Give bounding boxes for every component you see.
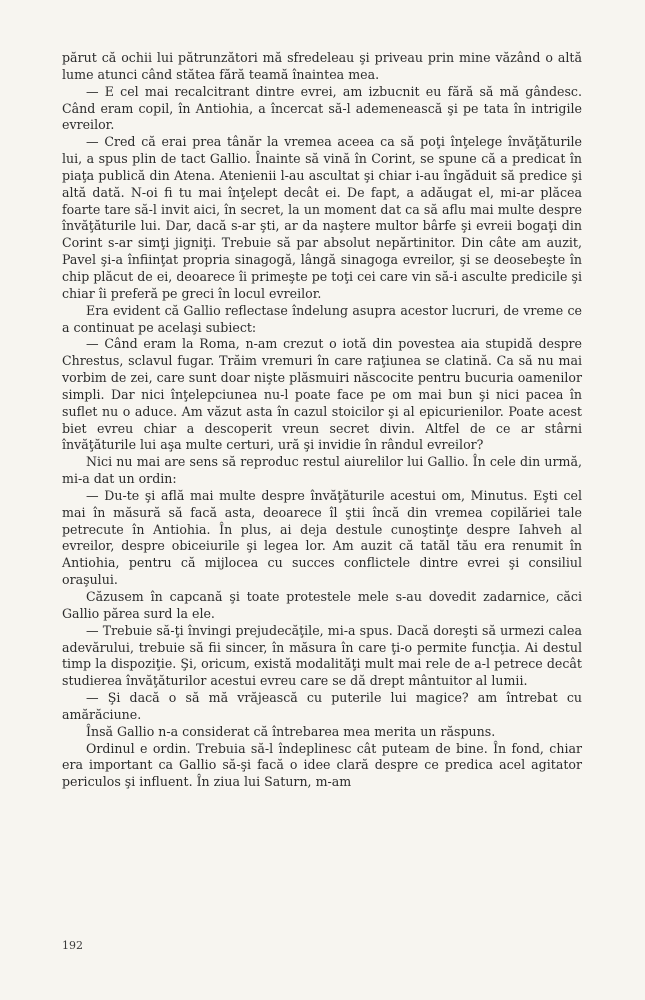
body-text xyxy=(62,50,582,791)
paragraph: părut că ochii lui pătrunzători mă sfredeleau şi priveau prin mine văzând o altă lume atunci când stătea fără teamă înaintea mea. xyxy=(62,50,582,82)
paragraph: — Şi dacă o să mă vrăjească cu puterile lui magice? am întrebat cu amărăciune. xyxy=(62,690,582,722)
paragraph: — Cred că erai prea tânăr la vremea aceea ca să poţi înţelege învăţăturile lui, a spus plin de tact Gallio. Înainte să vină în Corint, se spune că a predicat în piaţa publică din Atena. Atenienii l-au ascultat şi chiar i-au îngăduit să predice şi altă dată. N-oi fi tu mai înţelept decât ei. De fapt, a adăugat el, mi-ar plăcea foarte tare să-l invit aici, în secret, la un moment dat ca să aflu mai multe despre învăţăturile lui. Dar, dacă s-ar şti, ar da naştere multor bârfe şi evreii bogaţi din Corint s-ar simţi jigniţi. Trebuie să par absolut nepărtinitor. Din câte am auzit, Pavel şi-a înfiinţat propria sinagogă, lângă sinagoga evreilor, şi se deosebeşte în chip plăcut de ei, deoarece îi primeşte pe toţi cei care vin să-i asculte predicile şi chiar îi preferă pe greci în locul evreilor. xyxy=(62,134,582,301)
paragraph: Căzusem în capcană şi toate protestele mele s-au dovedit zadarnice, căci Gallio părea surd la ele. xyxy=(62,589,582,621)
paragraph: — Du-te şi află mai multe despre învăţăturile acestui om, Minutus. Eşti cel mai în măsură să facă asta, deoarece îl ştii încă din vremea copilăriei tale petrecute în Antiohia. În plus, ai deja destule cunoştinţe despre Iahveh al evreilor, despre obiceiurile şi legea lor. Am auzit că tatăl tău era renumit în Antiohia, pentru că mijlocea cu succes conflictele dintre evrei şi consiliul oraşului. xyxy=(62,487,582,588)
paragraph: Nici nu mai are sens să reproduc restul aiurelilor lui Gallio. În cele din urmă, mi-a dat un ordin: xyxy=(62,454,582,487)
paragraph: — Când eram la Roma, n-am crezut o iotă din povestea aia stupidă despre Chrestus, sclavul fugar. Trăim vremuri în care raţiunea se clatină. Ca să nu mai vorbim de zei, care sunt doar nişte plăsmuiri născocite pentru bucuria oamenilor simpli. Dar nici înţelepciunea nu-l poate face pe om mai bun şi nici pacea în suflet nu o aduce. Am văzut asta în cazul stoicilor şi al epicurienilor. Poate acest biet evreu chiar a descoperit vreun secret divin. Altfel de ce ar stârni învăţăturile lui aşa multe certuri, ură şi invidie în rândul evreilor? xyxy=(62,336,582,453)
paragraph: Ordinul e ordin. Trebuia să-l îndeplinesc cât puteam de bine. În fond, chiar era important ca Gallio să-şi facă o idee clară despre ce predica acel agitator periculos şi influent. În ziua lui Saturn, m-am xyxy=(62,740,582,790)
paragraph: — Trebuie să-ţi învingi prejudecăţile, mi-a spus. Dacă doreşti să urmezi calea adevărului, trebuie să fii sincer, în măsura în care ţi-o permite funcţia. Ai destul timp la dispoziţie. Şi, oricum, există modalităţi mult mai rele de a-l petrece decât studierea învăţăturilor acestui evreu care se dă drept mântuitor al lumii. xyxy=(62,622,582,689)
page-number: 192 xyxy=(62,939,83,952)
paragraph: Era evident că Gallio reflectase îndelung asupra acestor lucruri, de vreme ce a continuat pe acelaşi subiect: xyxy=(62,302,582,335)
paragraph: Însă Gallio n-a considerat că întrebarea mea merita un răspuns. xyxy=(86,723,496,739)
paragraph: — E cel mai recalcitrant dintre evrei, am izbucnit eu fără să mă gândesc. Când eram copil, în Antiohia, a încercat să-l ademenească şi pe tata în intrigile evreilor. xyxy=(62,83,582,133)
